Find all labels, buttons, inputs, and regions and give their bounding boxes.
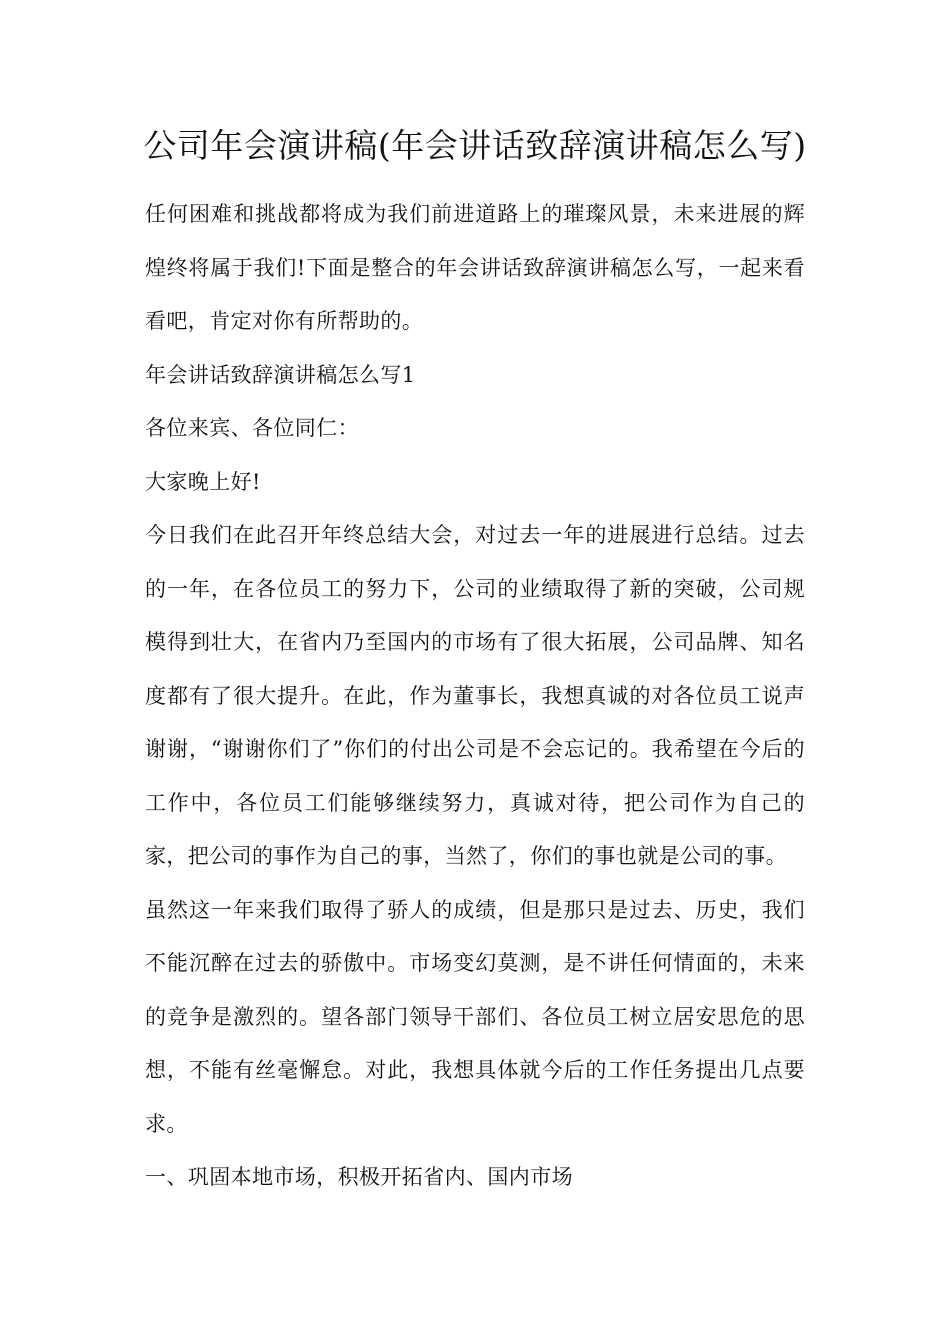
paragraph-intro: 任何困难和挑战都将成为我们前进道路上的璀璨风景，未来进展的辉煌终将属于我们!下面是整合的年会讲话致辞演讲稿怎么写，一起来看看吧，肯定对你有所帮助的。 [145, 202, 805, 333]
paragraph-heading-1: 年会讲话致辞演讲稿怎么写1 [145, 362, 416, 387]
paragraph-greeting: 大家晚上好! [145, 469, 261, 494]
paragraph-salutation: 各位来宾、各位同仁： [145, 416, 359, 440]
paragraph-outlook: 虽然这一年来我们取得了骄人的成绩，但是那只是过去、历史，我们不能沉醉在过去的骄傲中。市场变幻莫测，是不讲任何情面的，未来的竞争是激烈的。望各部门领导干部们、各位员工树立居安思危的思想，不能有丝毫懈怠。对此，我想具体就今后的工作任务提出几点要求。 [145, 897, 805, 1136]
paragraph-point-1: 一、巩固本地市场，积极开拓省内、国内市场 [145, 1165, 573, 1189]
document-body [145, 188, 805, 1205]
document-title: 公司年会演讲稿(年会讲话致辞演讲稿怎么写) [143, 126, 807, 165]
paragraph-review: 今日我们在此召开年终总结大会，对过去一年的进展进行总结。过去的一年，在各位员工的努力下，公司的业绩取得了新的突破，公司规模得到壮大，在省内乃至国内的市场有了很大拓展，公司品牌、知名度都有了很大提升。在此，作为董事长，我想真诚的对各位员工说声谢谢，“谢谢你们了”你们的付出公司是不会忘记的。我希望在今后的工作中，各位员工们能够继续努力，真诚对待，把公司作为自己的家，把公司的事作为自己的事，当然了，你们的事也就是公司的事。 [145, 523, 805, 868]
